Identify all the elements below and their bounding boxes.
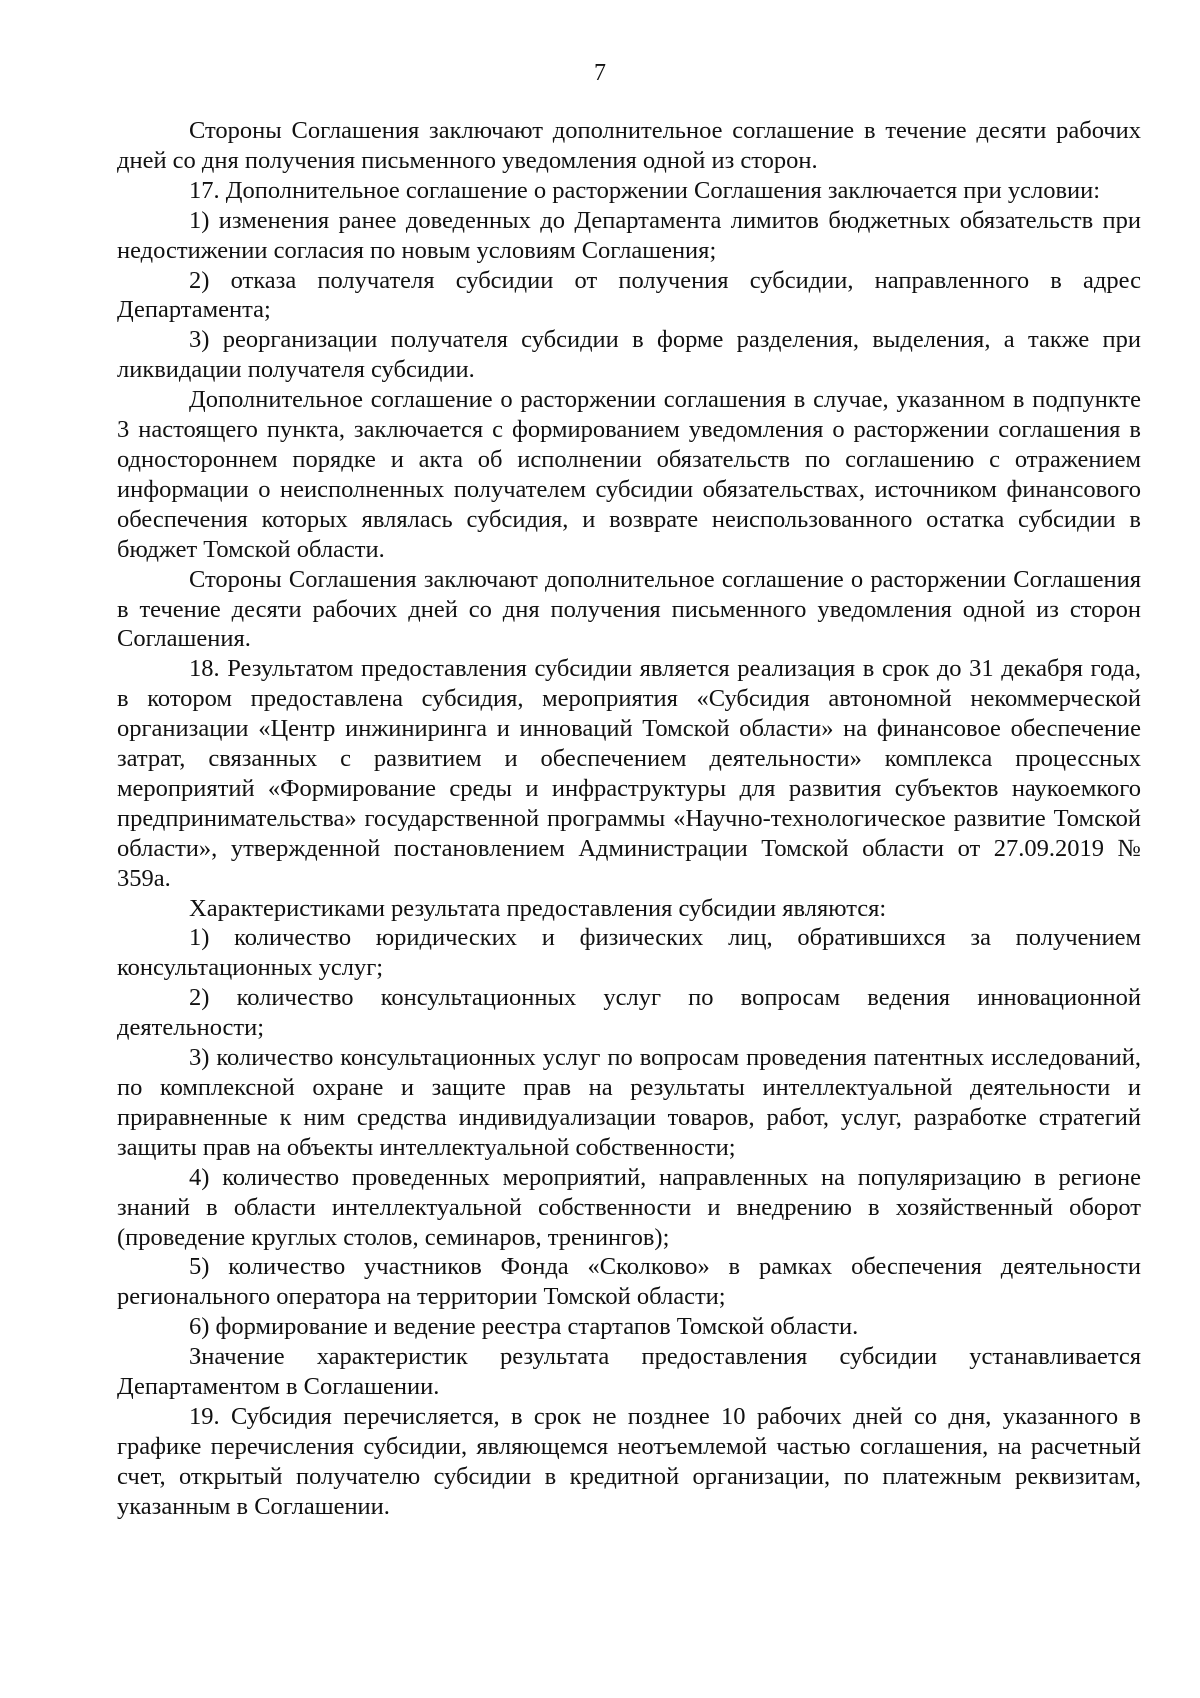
paragraph-parties-termination-agreement: Стороны Соглашения заключают дополнительное соглашение о расторжении Соглашения в течение десяти рабочих дней со дня получения письменного уведомления одной из сторон Соглашения. bbox=[117, 565, 1141, 653]
paragraph-characteristic-1: 1) количество юридических и физических лиц, обратившихся за получением консультационных услуг; bbox=[117, 924, 1141, 982]
document-body bbox=[117, 116, 1141, 1522]
paragraph-clause-19: 19. Субсидия перечисляется, в срок не позднее 10 рабочих дней со дня, указанного в графике перечисления субсидии, являющемся неотъемлемой частью соглашения, на расчетный счет, открытый получателю субсидии в кредитной организации, по платежным реквизитам, указанным в Соглашении. bbox=[117, 1402, 1141, 1520]
paragraph-result-characteristics: Характеристиками результата предоставления субсидии являются: bbox=[189, 894, 887, 922]
paragraph-clause-17-item-3: 3) реорганизации получателя субсидии в форме разделения, выделения, а также при ликвидации получателя субсидии. bbox=[117, 326, 1141, 384]
paragraph-termination-notice: Дополнительное соглашение о расторжении соглашения в случае, указанном в подпункте 3 настоящего пункта, заключается с формированием уведомления о расторжении соглашения в одностороннем порядке и акта об исполнении обязательств по соглашению с отражением информации о неисполненных получателем субсидии обязательствах, источником финансового обеспечения которых являлась субсидия, и возврате неиспользованного остатка субсидии в бюджет Томской области. bbox=[117, 386, 1141, 563]
paragraph-characteristic-6: 6) формирование и ведение реестра стартапов Томской области. bbox=[189, 1313, 859, 1341]
paragraph-clause-18: 18. Результатом предоставления субсидии является реализация в срок до 31 декабря года, в котором предоставлена субсидия, мероприятия «Субсидия автономной некоммерческой организации «Центр инжиниринга и инноваций Томской области» на финансовое обеспечение затрат, связанных с развитием и обеспечением деятельности» комплекса процессных мероприятий «Формирование среды и инфраструктуры для развития субъектов наукоемкого предпринимательства» государственной программы «Научно-технологическое развитие Томской области», утвержденной постановлением Администрации Томской области от 27.09.2019 № 359а. bbox=[117, 655, 1141, 892]
paragraph-characteristic-5: 5) количество участников Фонда «Сколково» в рамках обеспечения деятельности регионального оператора на территории Томской области; bbox=[117, 1253, 1141, 1311]
paragraph-clause-17-item-2: 2) отказа получателя субсидии от получения субсидии, направленного в адрес Департамента; bbox=[117, 266, 1141, 324]
paragraph-parties-supplementary-agreement: Стороны Соглашения заключают дополнительное соглашение в течение десяти рабочих дней со дня получения письменного уведомления одной из сторон. bbox=[117, 117, 1141, 174]
page-number: 7 bbox=[594, 60, 606, 86]
paragraph-clause-17-item-1: 1) изменения ранее доведенных до Департамента лимитов бюджетных обязательств при недостижении согласия по новым условиям Соглашения; bbox=[117, 206, 1141, 264]
paragraph-characteristic-3: 3) количество консультационных услуг по вопросам проведения патентных исследований, по комплексной охране и защите прав на результаты интеллектуальной деятельности и приравненные к ним средства индивидуализации товаров, работ, услуг, разработке стратегий защиты прав на объекты интеллектуальной собственности; bbox=[117, 1044, 1141, 1161]
paragraph-clause-17: 17. Дополнительное соглашение о расторжении Соглашения заключается при условии: bbox=[189, 176, 1101, 204]
paragraph-characteristic-values: Значение характеристик результата предоставления субсидии устанавливается Департаментом в Соглашении. bbox=[117, 1343, 1141, 1401]
paragraph-characteristic-4: 4) количество проведенных мероприятий, направленных на популяризацию в регионе знаний в области интеллектуальной собственности и внедрению в хозяйственный оборот (проведение круглых столов, семинаров, тренингов); bbox=[117, 1163, 1141, 1251]
paragraph-characteristic-2: 2) количество консультационных услуг по вопросам ведения инновационной деятельности; bbox=[117, 984, 1141, 1042]
